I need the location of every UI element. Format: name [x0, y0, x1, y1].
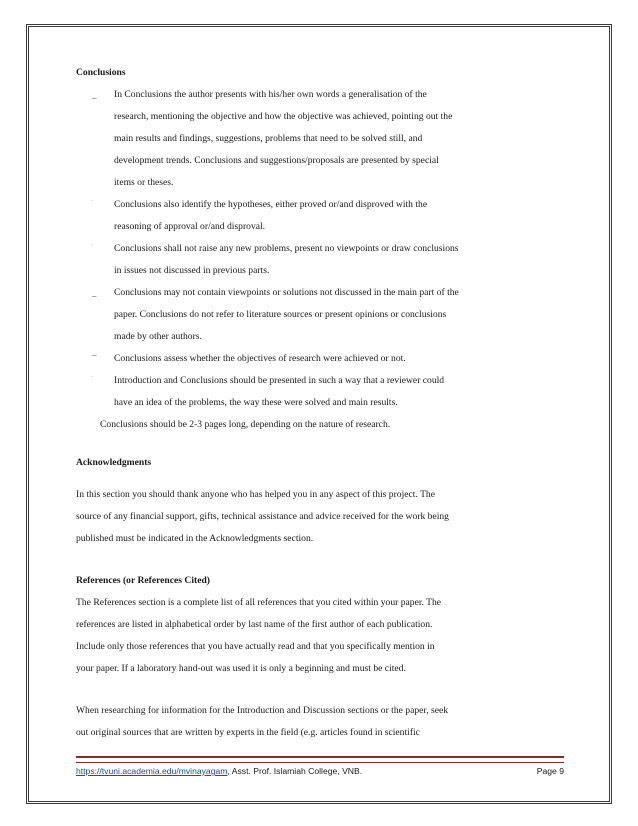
text-line: in issues not discussed in previous parts.: [114, 265, 270, 276]
conclusions-bullet: [76, 194, 486, 238]
text-line: reasoning of approval or/and disproval.: [114, 221, 266, 232]
text-line: Conclusions shall not raise any new problems, present no viewpoints or draw conclusions: [114, 243, 459, 254]
bullet-marker-icon: [92, 370, 104, 392]
text-line: research, mentioning the objective and how the objective was achieved, pointing out the: [114, 111, 453, 122]
bullet-marker-icon: _: [92, 288, 97, 298]
bullet-marker-icon: [92, 194, 104, 216]
text-line: published must be indicated in the Acknowledgments section.: [76, 533, 314, 544]
page-footer: [76, 766, 564, 780]
conclusions-bullet: [76, 348, 486, 370]
text-line: items or theses.: [114, 177, 174, 188]
text-line: out original sources that are written by experts in the field (e.g. articles found in scientific: [76, 727, 420, 738]
text-line: development trends. Conclusions and suggestions/proposals are presented by special: [114, 155, 439, 166]
text-line: paper. Conclusions do not refer to literature sources or present opinions or conclusions: [114, 309, 447, 320]
text-line: have an idea of the problems, the way these were solved and main results.: [114, 397, 398, 408]
bullet-marker-icon: _: [92, 90, 97, 100]
footer-rule: [76, 756, 564, 763]
bullet-marker-icon: ¯: [92, 354, 97, 364]
references-heading: References (or References Cited): [76, 575, 210, 586]
text-line: main results and findings, suggestions, problems that need to be solved still, and: [114, 133, 423, 144]
text-line: Introduction and Conclusions should be presented in such a way that a reviewer could: [114, 375, 445, 386]
bullet-marker-icon: [92, 238, 104, 260]
text-line: made by other authors.: [114, 331, 202, 342]
footer-link[interactable]: https://tvuni.academia.edu/mvinayagam: [76, 766, 228, 776]
conclusions-bullet: [76, 370, 486, 414]
text-line: Conclusions assess whether the objectives of research were achieved or not.: [114, 353, 406, 364]
document-body: [76, 62, 486, 744]
text-line: Conclusions may not contain viewpoints or solutions not discussed in the main part of the: [114, 287, 459, 298]
conclusions-closing: Conclusions should be 2-3 pages long, depending on the nature of research.: [100, 419, 391, 430]
text-line: your paper. If a laboratory hand-out was used it is only a beginning and must be cited.: [76, 663, 406, 674]
conclusions-bullet: [76, 238, 486, 282]
text-line: references are listed in alphabetical order by last name of the first author of each publication.: [76, 619, 433, 630]
text-line: The References section is a complete list of all references that you cited within your paper. The: [76, 597, 442, 608]
text-line: In Conclusions the author presents with his/her own words a generalisation of the: [114, 89, 427, 100]
conclusions-bullet: [76, 282, 486, 348]
text-line: Conclusions also identify the hypotheses, either proved or/and disproved with the: [114, 199, 428, 210]
text-line: When researching for information for the Introduction and Discussion sections or the paper, seek: [76, 705, 449, 716]
page-number: Page 9: [536, 766, 564, 776]
footer-author: , Asst. Prof. Islamiah College, VNB.: [227, 766, 363, 776]
acknowledgments-heading: Acknowledgments: [76, 457, 152, 468]
text-line: source of any financial support, gifts, technical assistance and advice received for the work being: [76, 511, 449, 522]
conclusions-heading: Conclusions: [76, 67, 126, 78]
conclusions-bullet: [76, 84, 486, 194]
text-line: Include only those references that you have actually read and that you specifically mention in: [76, 641, 435, 652]
text-line: In this section you should thank anyone who has helped you in any aspect of this project. The: [76, 489, 435, 500]
